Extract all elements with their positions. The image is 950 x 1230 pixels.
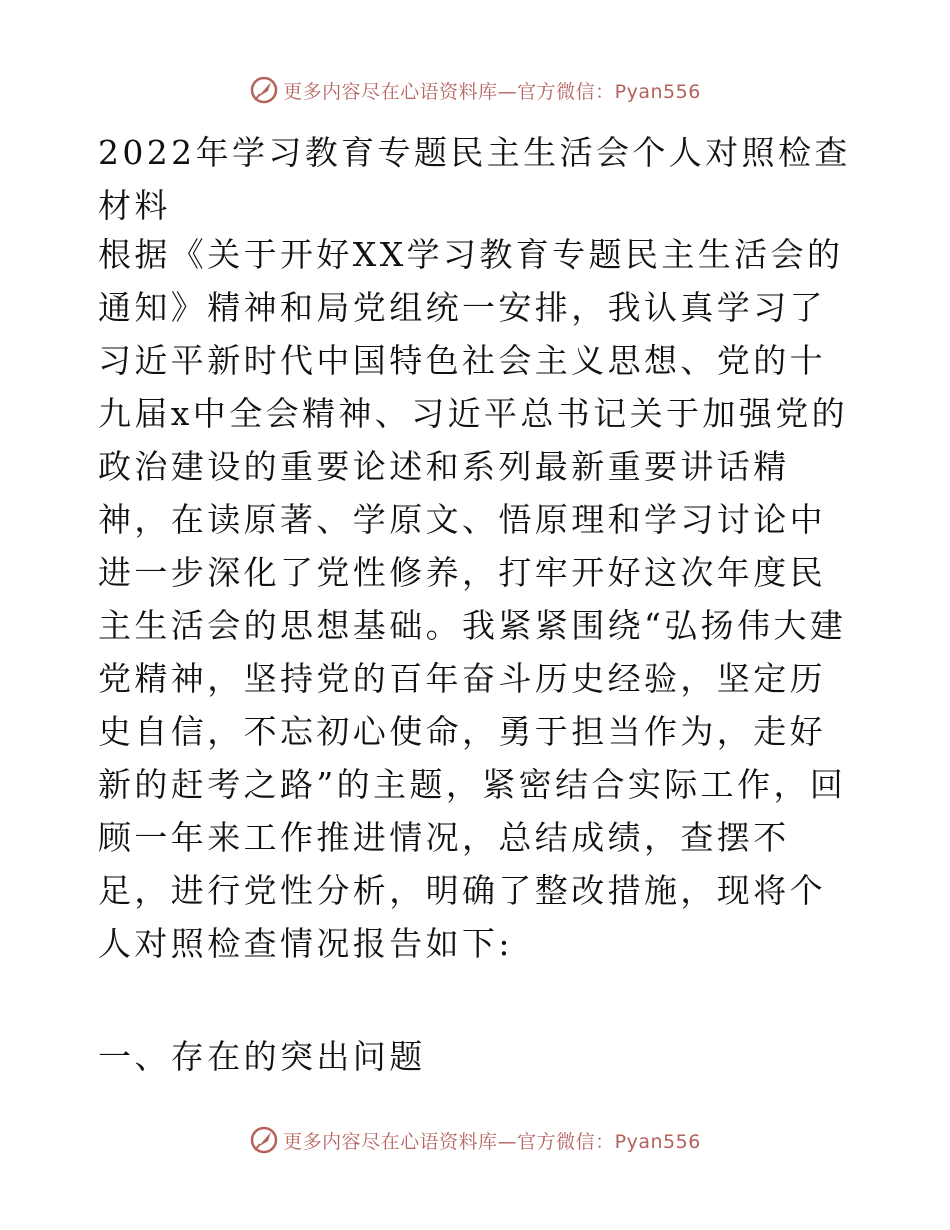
footer-watermark	[0, 1120, 950, 1160]
quill-logo-icon	[249, 1125, 279, 1155]
watermark-text: 更多内容尽在心语资料库—官方微信：Pyan556	[283, 1130, 701, 1153]
body-paragraph: 根据《关于开好XX学习教育专题民主生活会的通知》精神和局党组统一安排，我认真学习了习近平新时代中国特色社会主义思想、党的十九届x中全会精神、习近平总书记关于加强党的政治建设的重要论述和系列最新重要讲话精神，在读原著、学原文、悟原理和学习讨论中进一步深化了党性修养，打牢开好这次年度民主生活会的思想基础。我紧紧围绕“弘扬伟大建党精神，坚持党的百年奋斗历史经验，坚定历史自信，不忘初心使命，勇于担当作为，走好新的赶考之路”的主题，紧密结合实际工作，回顾一年来工作推进情况，总结成绩，查摆不足，进行党性分析，明确了整改措施，现将个人对照检查情况报告如下:	[98, 235, 849, 963]
header-watermark	[0, 70, 950, 110]
document-title: 2022年学习教育专题民主生活会个人对照检查材料	[98, 133, 851, 225]
quill-logo-icon	[249, 75, 279, 105]
section-heading: 一、存在的突出问题	[98, 1037, 426, 1076]
watermark-text: 更多内容尽在心语资料库—官方微信：Pyan556	[283, 80, 701, 103]
